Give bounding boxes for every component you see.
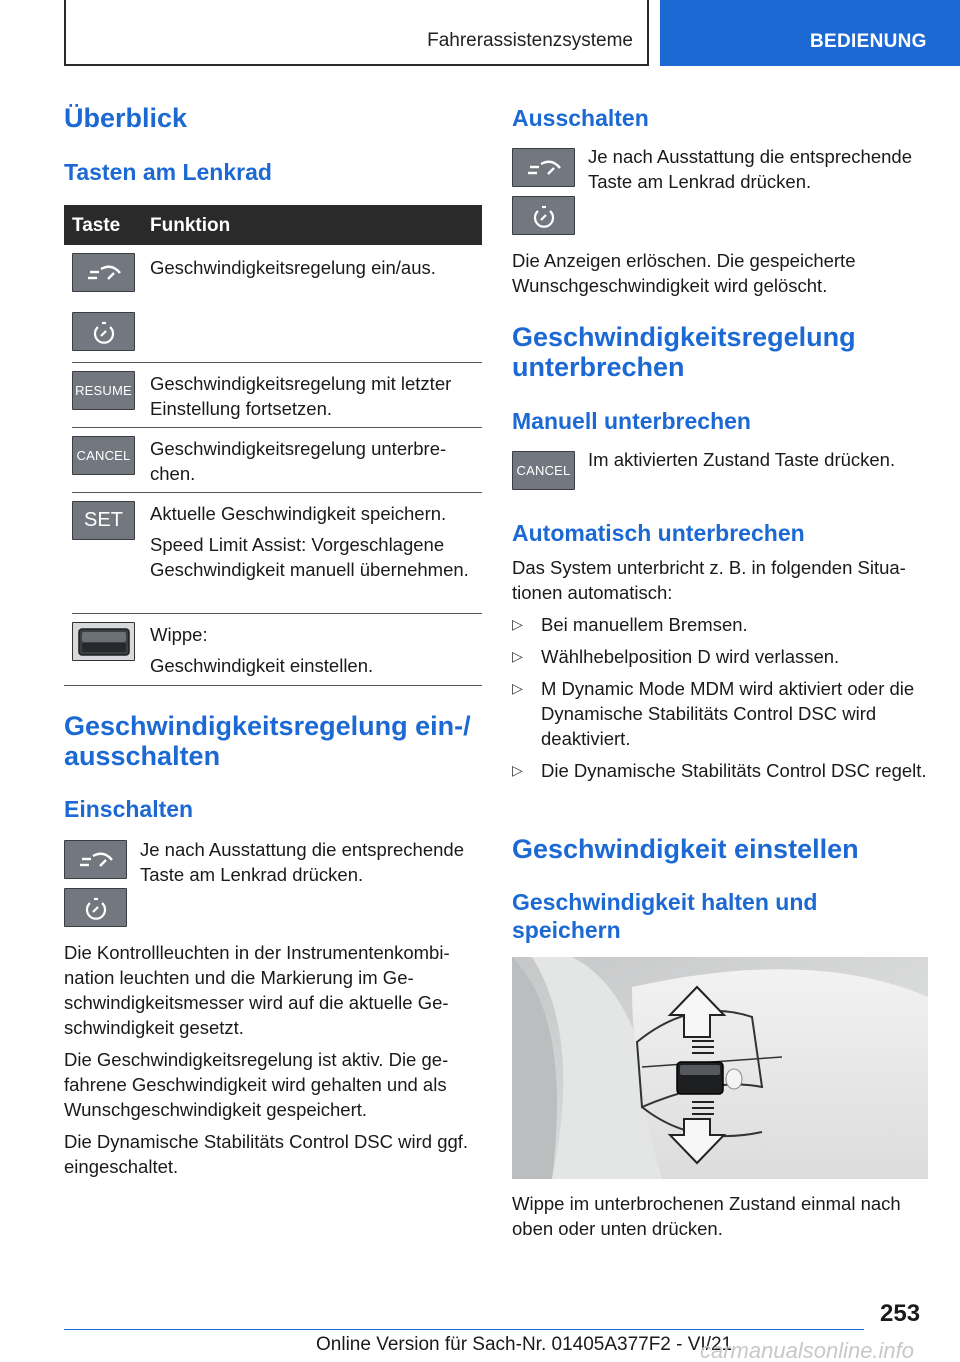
- auto-intro: Das System unterbricht z. B. in folgenden Situationen automatisch:: [512, 557, 906, 603]
- page-number: 253: [880, 1300, 921, 1327]
- cruise-control-gauge-icon: [524, 156, 564, 180]
- table-divider: [72, 492, 482, 493]
- off-gauge-button: [512, 148, 575, 187]
- table-divider: [72, 427, 482, 428]
- on-heading: Einschalten: [64, 796, 194, 822]
- list-item: M Dynamic Mode MDM wird aktiviert oder die Dynamische Stabilitäts Control DSC wird deaktiviert.: [541, 678, 915, 749]
- bullet-marker-icon: ▷: [512, 680, 523, 696]
- onoff-heading: Geschwindigkeitsregelung ein-/ ausschalten: [64, 711, 471, 771]
- resume-label: RESUME: [75, 383, 132, 398]
- cruise-control-gauge-icon: [84, 261, 124, 285]
- off-paragraph: Die Anzeigen erlöschen. Die gespeicherte Wunschgeschwindigkeit wird gelöscht.: [512, 250, 856, 296]
- cancel-label: CANCEL: [76, 448, 131, 463]
- steering-wheel-photo: [512, 957, 928, 1179]
- interrupt-heading: Geschwindigkeitsregelung unterbrechen: [512, 322, 856, 382]
- bullet-marker-icon: ▷: [512, 762, 523, 778]
- row5-function-1: Wippe:: [150, 624, 208, 645]
- resume-button: [72, 371, 135, 410]
- table-bottom-rule: [64, 685, 482, 686]
- set-label: SET: [84, 509, 123, 531]
- cruise-control-gauge-icon: [76, 848, 116, 872]
- steering-wheel-rocker-image: [512, 957, 928, 1179]
- on-speedo-button: [64, 888, 127, 927]
- table-header-function: Funktion: [150, 215, 231, 236]
- cruise-control-speedo-icon: [529, 203, 559, 229]
- list-item: Bei manuellem Bremsen.: [541, 614, 748, 635]
- on-gauge-button: [64, 840, 127, 879]
- manual-heading: Manuell unterbrechen: [512, 408, 751, 434]
- cruise-control-speedo-icon: [81, 895, 111, 921]
- off-instruction: Je nach Ausstattung die entsprechende Taste am Lenkrad drücken.: [588, 146, 912, 192]
- manual-cancel-label: CANCEL: [516, 463, 571, 478]
- row3-function: Geschwindigkeitsregelung unterbrechen.: [150, 438, 447, 484]
- header-chapter-label: BEDIENUNG: [810, 31, 927, 52]
- off-speedo-button: [512, 196, 575, 235]
- rocker-switch-button: [72, 622, 135, 661]
- bullet-marker-icon: ▷: [512, 648, 523, 664]
- header-section-box: [64, 0, 649, 66]
- footer-rule: [64, 1329, 864, 1330]
- manual-instruction: Im aktivierten Zustand Taste drücken.: [588, 449, 896, 470]
- footer-version-text: Online Version für Sach-Nr. 01405A377F2 - VI/21: [316, 1334, 733, 1355]
- on-paragraph-2: Die Geschwindigkeitsregelung ist aktiv. Die gefahrene Geschwindigkeit wird gehalten und als Wunschgeschwindigkeit gespeichert.: [64, 1049, 449, 1120]
- table-header: [64, 205, 482, 245]
- buttons-heading: Tasten am Lenkrad: [64, 159, 272, 185]
- table-header-key: Taste: [72, 215, 121, 236]
- auto-heading: Automatisch unterbrechen: [512, 520, 805, 546]
- bullet-marker-icon: ▷: [512, 616, 523, 632]
- row2-function: Geschwindigkeitsregelung mit letzter Einstellung fortsetzen.: [150, 373, 452, 419]
- table-divider: [72, 362, 482, 363]
- on-paragraph-3: Die Dynamische Stabilitäts Control DSC wird ggf. eingeschaltet.: [64, 1131, 469, 1177]
- on-paragraph-1: Die Kontrollleuchten in der Instrumentenkombination leuchten und die Markierung im Geschwindigkeitsmesser wird auf die aktuelle Geschwindigkeit gesetzt.: [64, 942, 450, 1038]
- manual-cancel-button: [512, 451, 575, 490]
- cruise-gauge-button: [72, 253, 135, 292]
- cruise-control-speedo-icon: [89, 319, 119, 345]
- header-section-title: Fahrerassistenzsysteme: [427, 30, 633, 51]
- overview-heading: Überblick: [64, 103, 188, 133]
- on-instruction: Je nach Ausstattung die entsprechende Taste am Lenkrad drücken.: [140, 839, 464, 885]
- set-speed-heading: Geschwindigkeit einstellen: [512, 834, 859, 864]
- row4-function-1: Aktuelle Geschwindigkeit speichern.: [150, 503, 447, 524]
- row4-function-2: Speed Limit Assist: Vorgeschlagene Geschwindigkeit manuell übernehmen.: [150, 534, 469, 580]
- row1-function: Geschwindigkeitsregelung ein/aus.: [150, 257, 436, 278]
- cruise-speedo-button: [72, 312, 135, 351]
- hold-heading: Geschwindigkeit halten und speichern: [512, 889, 818, 943]
- photo-caption: Wippe im unterbrochenen Zustand einmal nach oben oder unten drücken.: [512, 1193, 901, 1239]
- watermark-text: carmanualsonline.info: [700, 1338, 915, 1362]
- list-item: Die Dynamische Stabilitäts Control DSC regelt.: [541, 760, 927, 781]
- row5-function-2: Geschwindigkeit einstellen.: [150, 655, 374, 676]
- table-divider: [72, 613, 482, 614]
- header-chapter-tab[interactable]: [660, 0, 960, 66]
- cancel-button: [72, 436, 135, 475]
- list-item: Wählhebelposition D wird verlassen.: [541, 646, 840, 667]
- off-heading: Ausschalten: [512, 105, 649, 131]
- set-button: [72, 501, 135, 540]
- rocker-switch-icon: [76, 626, 132, 658]
